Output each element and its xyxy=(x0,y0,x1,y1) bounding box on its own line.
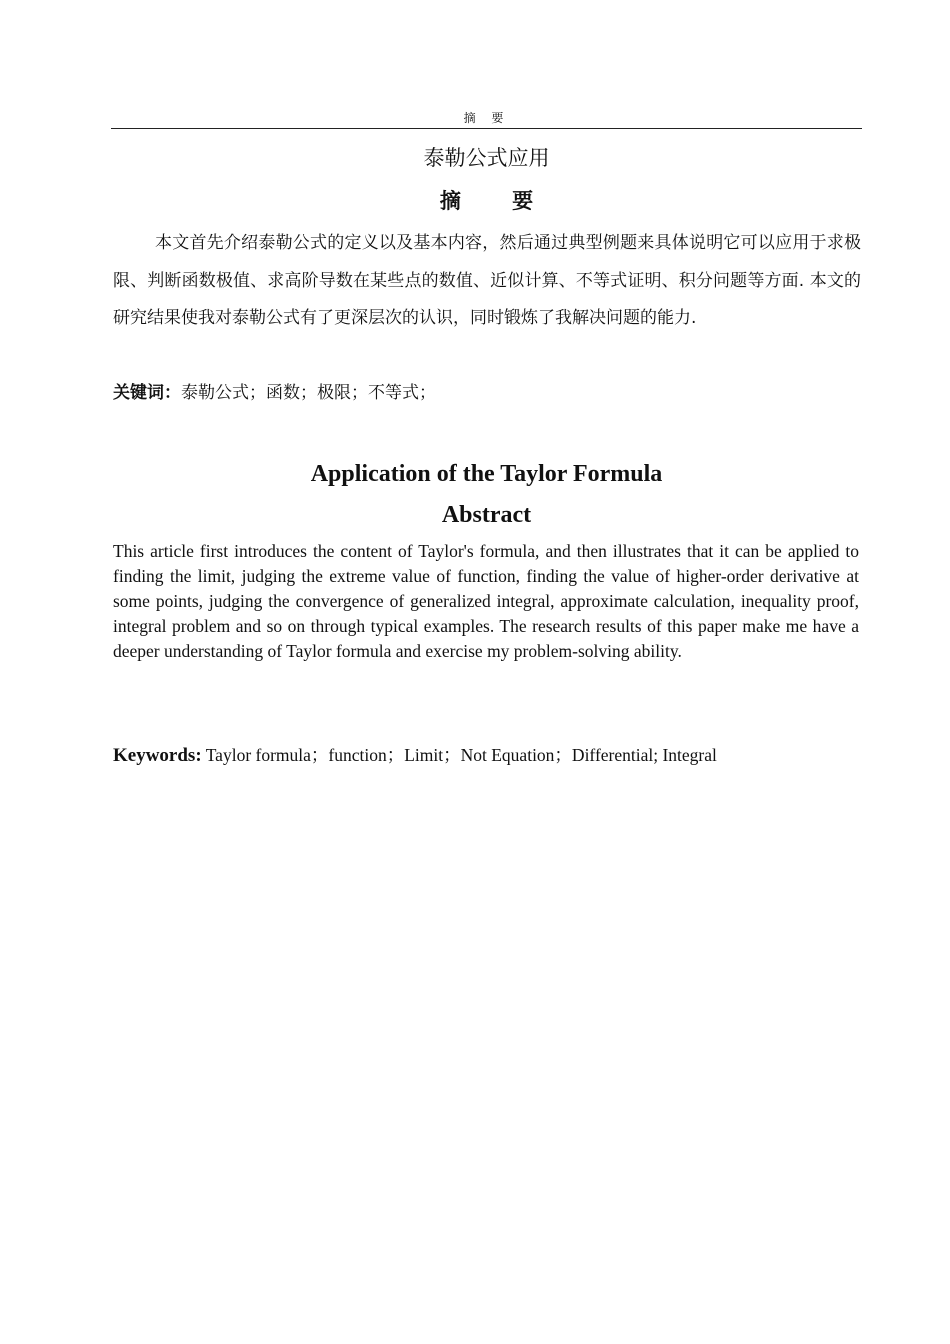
running-header: 摘 要 xyxy=(463,111,510,125)
header-rule xyxy=(111,128,862,129)
english-title: Application of the Taylor Formula xyxy=(310,461,663,487)
chinese-keywords-list: 泰勒公式；函数；极限；不等式； xyxy=(181,383,436,403)
chinese-title: 泰勒公式应用 xyxy=(423,146,550,170)
english-abstract-heading: Abstract xyxy=(441,502,532,528)
chinese-abstract-heading: 摘 要 xyxy=(439,189,556,213)
english-abstract-body: This article first introduces the content of Taylor's formula, and then illustrates that it can be applied to finding the limit, judging the extreme value of function, finding the value of higher-order derivative at some points, judging the convergence of generalized integral, approximate calculation, inequality proof, integral problem and so on through typical examples. The research results of this paper make me have a deeper understanding of Taylor formula and exercise my problem-solving ability. xyxy=(113,541,859,661)
english-keywords-list: Taylor formula；function；Limit；Not Equation；Differential; Integral xyxy=(205,745,717,765)
english-keywords xyxy=(113,741,861,770)
chinese-keywords-label: 关键词： xyxy=(113,383,181,403)
chinese-abstract-body: 本文首先介绍泰勒公式的定义以及基本内容，然后通过典型例题来具体说明它可以应用于求极限、判断函数极值、求高阶导数在某些点的数值、近似计算、不等式证明、积分问题等方面. 本文的研究结果使我对泰勒公式有了更深层次的认识，同时锻炼了我解决问题的能力. xyxy=(113,233,861,328)
chinese-keywords xyxy=(113,379,861,407)
english-keywords-label: Keywords: xyxy=(113,745,202,766)
